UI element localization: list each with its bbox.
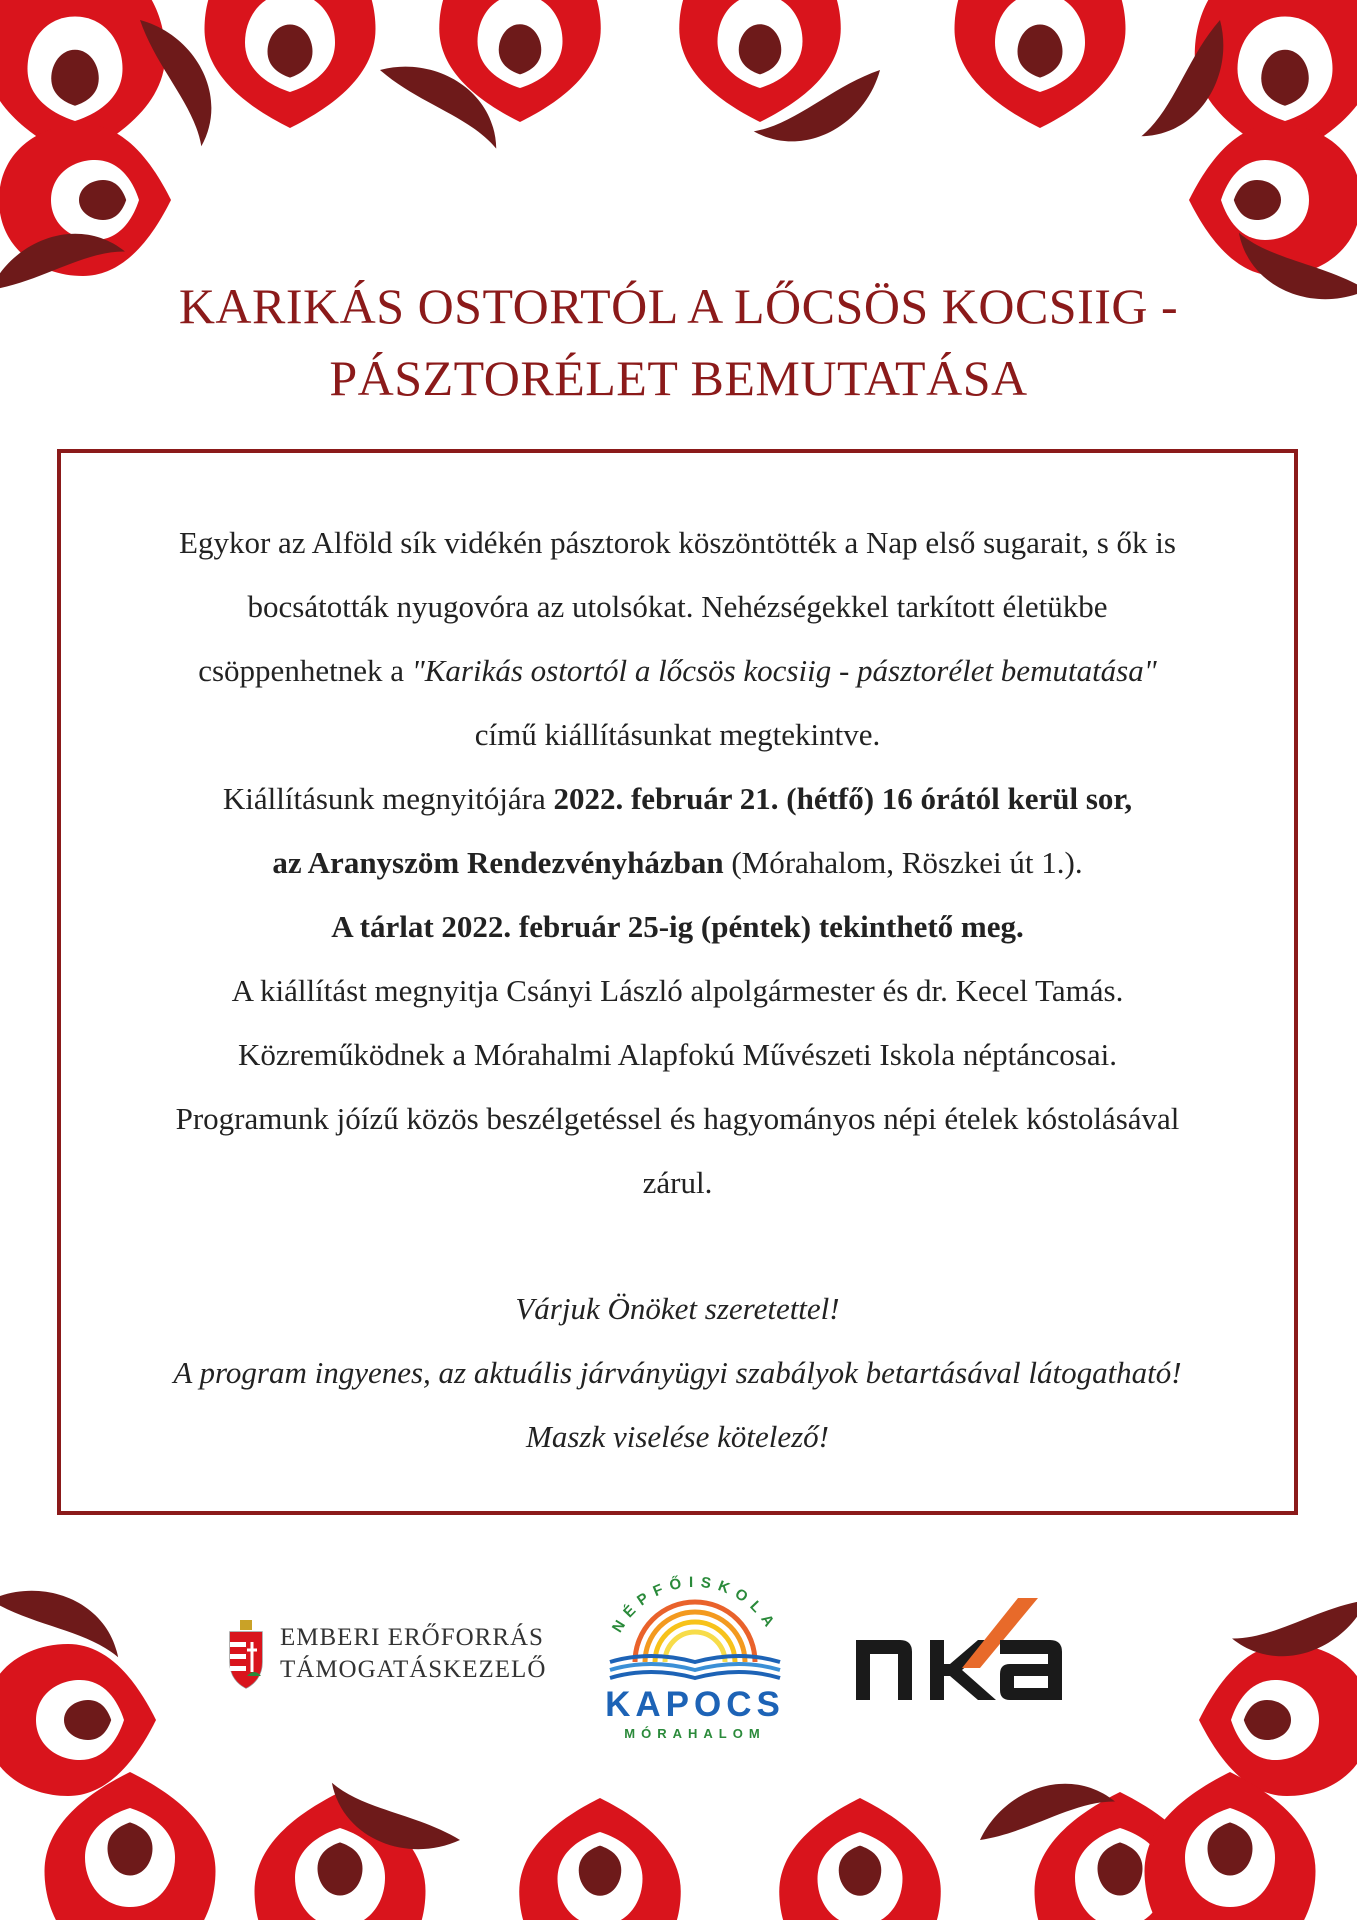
spacer	[57, 1215, 1298, 1277]
paragraph-line: Programunk jóízű közös beszélgetéssel és hagyományos népi ételek kóstolásával	[175, 1101, 1180, 1136]
paragraph-line	[57, 639, 1298, 703]
exhibition-end-date: A tárlat 2022. február 25-ig (péntek) tekinthető meg.	[331, 909, 1024, 944]
nka-logo-mark	[850, 1590, 1070, 1710]
ornament-bottom-left	[0, 1573, 215, 1920]
closing-line: Várjuk Önöket szeretettel!	[515, 1291, 840, 1326]
emmi-logo	[222, 1620, 567, 1690]
closing-line: Maszk viselése kötelező!	[526, 1419, 829, 1454]
venue-address: (Mórahalom, Röszkei út 1.).	[723, 845, 1083, 880]
emmi-logo-line-2: TÁMOGATÁSKEZELŐ	[280, 1656, 547, 1683]
exhibition-name: "Karikás ostortól a lőcsös kocsiig - pásztorélet bemutatása"	[411, 653, 1157, 688]
emmi-logo-text	[280, 1622, 546, 1686]
ornament-top-center	[205, 0, 1126, 165]
title-line-1: KARIKÁS OSTORTÓL A LŐCSÖS KOCSIIG -	[178, 278, 1179, 334]
paragraph-line: című kiállításunkat megtekintve.	[474, 717, 881, 752]
ornament-bottom-center	[255, 1765, 1206, 1920]
venue-name: az Aranyszöm Rendezvényházban	[272, 845, 724, 880]
paragraph-line: A kiállítást megnyitja Csányi László alpolgármester és dr. Kecel Tamás.	[231, 973, 1124, 1008]
paragraph-line	[57, 895, 1298, 959]
paragraph-line	[57, 831, 1298, 895]
kapocs-logo	[590, 1550, 800, 1750]
kapocs-logo-main-text: KAPOCS	[605, 1685, 785, 1724]
sun-book-icon	[590, 1550, 800, 1685]
ornament-bottom-right	[1145, 1591, 1357, 1920]
nka-logo	[850, 1590, 1070, 1710]
opening-date: 2022. február 21. (hétfő) 16 órától kerül sor,	[553, 781, 1133, 816]
title-line-2: PÁSZTORÉLET BEMUTATÁSA	[329, 350, 1028, 406]
text-run: Kiállításunk megnyitójára	[222, 781, 554, 816]
paragraph-line: Egykor az Alföld sík vidékén pásztorok köszöntötték a Nap első sugarait, s ők is	[179, 525, 1176, 560]
text-run: csöppenhetnek a	[198, 653, 412, 688]
paragraph-line	[57, 767, 1298, 831]
kapocs-logo-sub-text: MÓRAHALOM	[624, 1726, 766, 1741]
hungarian-coat-of-arms-icon	[226, 1620, 266, 1690]
ornament-top-left	[0, 0, 235, 299]
kapocs-arc-text: NÉPFŐISKOLA	[608, 1573, 782, 1636]
closing-line: A program ingyenes, az aktuális járványügyi szabályok betartásával látogatható!	[173, 1355, 1182, 1390]
paragraph-line: zárul.	[642, 1165, 713, 1200]
poster-title	[0, 270, 1357, 414]
paragraph-line: Közreműködnek a Mórahalmi Alapfokú Művészeti Iskola néptáncosai.	[238, 1037, 1117, 1072]
invitation-text	[57, 511, 1298, 1469]
emmi-logo-line-1: EMBERI ERŐFORRÁS	[280, 1624, 544, 1651]
paragraph-line: bocsátották nyugovóra az utolsókat. Nehézségekkel tarkított életükbe	[247, 589, 1108, 624]
